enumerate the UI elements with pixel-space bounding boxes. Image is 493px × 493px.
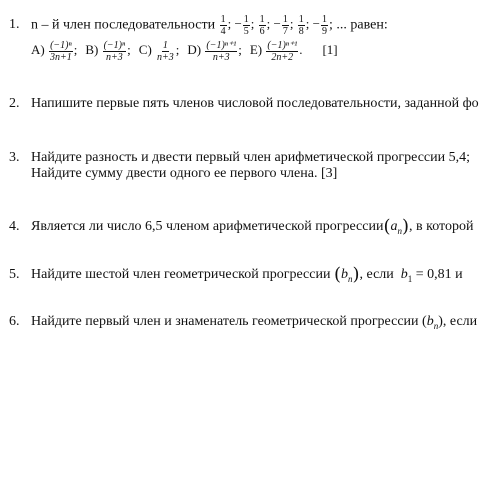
denominator: 5 [243,26,249,37]
question-text: Найдите сумму двести одного ее первого члена. [3] [31,166,338,181]
numerator: (−1)ⁿ⁺¹ [267,40,298,51]
question-text: Найдите шестой член геометрической прогрессии [31,267,331,282]
condition-index: 1 [407,273,413,284]
answer-option: B) $\frac{\text{(−1)ⁿ}}{n+3}$ ; [85,40,131,63]
question-number: 1. [9,17,20,33]
answer-option: C) $\frac{1}{n+3}$ ; [138,40,180,63]
sequence-term [259,14,266,37]
question-number: 6. [9,314,20,329]
sequence-index: n [397,225,402,236]
option-fraction [103,40,127,63]
denominator: 4 [220,26,226,37]
sequence-term [220,14,227,37]
question-6: 6. Найдите первый член и знаменатель геометрической прогрессии $(b_n)$, если [9,314,478,331]
question-4: 4. Является ли число 6,5 членом арифметической $прогрессии(a_n)$, в которой [9,216,474,237]
answer-option: E) $\frac{\text{(−1)ⁿ⁺¹}}{2n+2}$ . [249,40,303,63]
numerator: (−1)ⁿ [50,40,72,51]
numerator: 1 [162,40,168,51]
question-tail: , в которой [409,219,474,234]
sequence-term [282,14,289,37]
question-3 [9,149,470,166]
sequence-terms: $\frac{1}{4}$ ; − $\frac{1}{5}$ ; $\frac{1}{6}$ ; − $\frac{1}{7}$ ; $\frac{1}{8}$ ; − $\frac{1}{9}$ [220,14,327,37]
answer-option: A) $\frac{\text{(−1)ⁿ}}{3n+1}$ ; [31,40,78,63]
numerator: 1 [220,14,226,25]
denominator: 8 [298,26,304,37]
sequence-index: n [347,273,353,284]
denominator: 2n+2 [271,52,294,63]
numerator: (−1)ⁿ [103,40,126,51]
numerator: 1 [321,14,327,25]
denominator: 9 [321,26,327,37]
question-text: Найдите разность и двести первый член арифметической прогрессии 5,4; [31,150,471,165]
sequence-symbol: b [426,314,434,329]
option-label: B) [85,42,102,58]
answer-option: D) $\frac{\text{(−1)ⁿ⁺¹}}{n+3}$ ; [187,40,242,63]
numerator: 1 [259,14,265,25]
denominator: n+3 [212,52,230,63]
denominator: n+3 [157,52,174,63]
sequence-term [321,14,328,37]
question-number: 4. [9,219,20,234]
sequence-symbol: a [390,219,398,234]
option-label: C) [138,42,156,58]
option-fraction [205,40,237,63]
question-tail: , если [442,314,478,329]
condition-value: = 0,81 и [415,267,463,282]
option-label: A) [31,42,48,58]
option-fraction [266,40,298,63]
question-tail: ; ... равен: [328,17,388,33]
sequence-term [243,14,250,37]
answer-options [31,40,338,63]
question-3-line-2 [31,165,337,182]
sequence-term [298,14,305,37]
question-text: n – й член последовательности [31,17,216,33]
question-2 [9,95,479,112]
denominator: n+3 [106,52,123,63]
option-label: E) [249,42,266,58]
question-1 [9,14,388,37]
denominator: 7 [282,26,288,37]
question-number: 5. [9,267,20,282]
denominator: 3n+1 [49,52,72,63]
numerator: 1 [298,14,304,25]
condition-symbol: b [400,267,408,282]
question-text: Является ли число 6,5 членом арифметической прогрессии [31,219,384,234]
numerator: 1 [282,14,288,25]
sequence-index: n [433,320,439,331]
question-number: 3. [9,150,20,165]
question-5: 5. Найдите шестой член геометрической прогрессии $(b_n)$, если $b_1 = 0,81$ и [9,264,463,285]
numerator: (−1)ⁿ⁺¹ [206,40,237,51]
sequence-symbol: b [340,267,348,282]
question-number: 2. [9,96,20,111]
question-tail: , если [359,267,394,282]
denominator: 6 [259,26,265,37]
option-label: D) [187,42,205,58]
question-text: Напишите первые пять членов числовой последовательности, заданной фо [31,96,479,111]
option-fraction [49,40,73,63]
numerator: 1 [243,14,249,25]
option-fraction [156,40,175,63]
marks: [1] [322,42,338,58]
question-text: Найдите первый член и знаменатель геометрической прогрессии [31,314,419,329]
